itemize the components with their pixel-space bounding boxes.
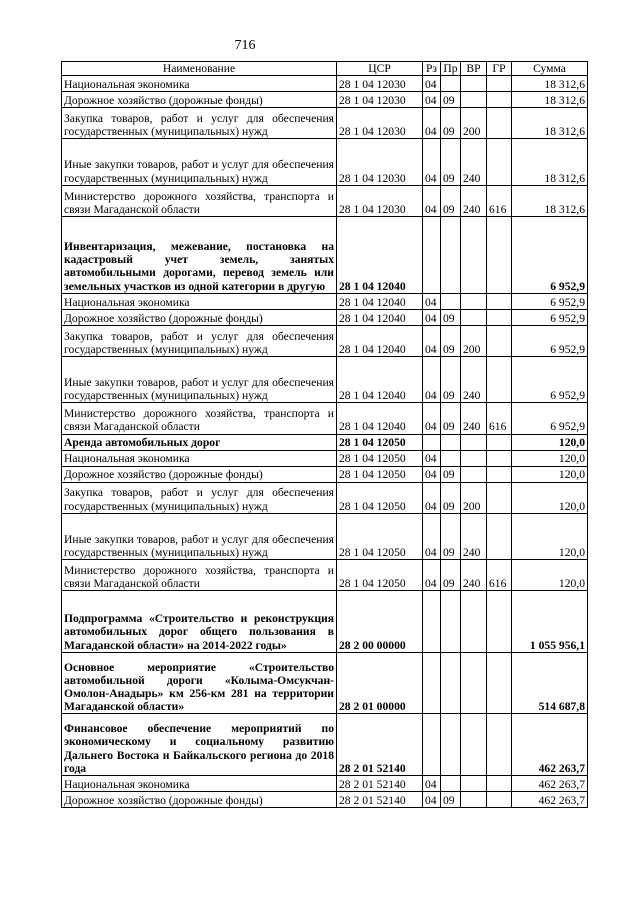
cell-csr: 28 1 04 12030 bbox=[337, 185, 423, 216]
table-row bbox=[62, 325, 588, 356]
cell-gr bbox=[487, 139, 512, 185]
cell-csr: 28 1 04 12050 bbox=[337, 513, 423, 559]
cell-vr bbox=[461, 309, 487, 325]
cell-name: Национальная экономика bbox=[62, 450, 337, 466]
cell-rz: 04 bbox=[423, 792, 441, 808]
cell-sum: 120,0 bbox=[512, 482, 588, 513]
cell-rz: 04 bbox=[423, 92, 441, 108]
cell-pr: 09 bbox=[441, 356, 461, 402]
cell-rz: 04 bbox=[423, 108, 441, 139]
cell-pr: 09 bbox=[441, 139, 461, 185]
cell-csr: 28 1 04 12050 bbox=[337, 466, 423, 482]
table-row bbox=[62, 513, 588, 559]
table-body bbox=[62, 76, 588, 808]
cell-rz: 04 bbox=[423, 139, 441, 185]
header-sum: Сумма bbox=[512, 62, 588, 76]
table-row bbox=[62, 560, 588, 591]
cell-vr bbox=[461, 293, 487, 309]
header-name: Наименование bbox=[62, 62, 337, 76]
cell-csr: 28 2 01 52140 bbox=[337, 714, 423, 776]
cell-vr bbox=[461, 466, 487, 482]
cell-vr: 240 bbox=[461, 403, 487, 434]
cell-name: Дорожное хозяйство (дорожные фонды) bbox=[62, 466, 337, 482]
cell-sum: 6 952,9 bbox=[512, 403, 588, 434]
table-row bbox=[62, 76, 588, 92]
cell-sum: 120,0 bbox=[512, 434, 588, 450]
cell-rz: 04 bbox=[423, 776, 441, 792]
cell-gr bbox=[487, 652, 512, 714]
cell-name: Инвентаризация, межевание, постановка на кадастровый учет земель, занятых автомобильными дорогами, перевод земель или земельных участков из одной категории в другую bbox=[62, 216, 337, 293]
table-row bbox=[62, 356, 588, 402]
cell-vr bbox=[461, 652, 487, 714]
cell-name: Национальная экономика bbox=[62, 293, 337, 309]
table-row bbox=[62, 309, 588, 325]
cell-vr: 240 bbox=[461, 513, 487, 559]
cell-sum: 462 263,7 bbox=[512, 776, 588, 792]
table-row bbox=[62, 714, 588, 776]
cell-gr bbox=[487, 434, 512, 450]
cell-name: Министерство дорожного хозяйства, транспорта и связи Магаданской области bbox=[62, 560, 337, 591]
cell-pr bbox=[441, 652, 461, 714]
cell-csr: 28 1 04 12030 bbox=[337, 92, 423, 108]
header-gr: ГР bbox=[487, 62, 512, 76]
cell-gr: 616 bbox=[487, 560, 512, 591]
cell-csr: 28 2 01 52140 bbox=[337, 776, 423, 792]
cell-name: Иные закупки товаров, работ и услуг для обеспечения государственных (муниципальных) нужд bbox=[62, 513, 337, 559]
cell-sum: 6 952,9 bbox=[512, 325, 588, 356]
cell-sum: 120,0 bbox=[512, 560, 588, 591]
cell-name: Основное мероприятие «Строительство автомобильной дороги «Колыма-Омсукчан-Омолон-Анадырь» км 256-км 281 на территории Магаданской области» bbox=[62, 652, 337, 714]
cell-name: Закупка товаров, работ и услуг для обеспечения государственных (муниципальных) нужд bbox=[62, 325, 337, 356]
cell-csr: 28 1 04 12040 bbox=[337, 325, 423, 356]
cell-rz: 04 bbox=[423, 403, 441, 434]
cell-pr bbox=[441, 714, 461, 776]
cell-gr bbox=[487, 482, 512, 513]
cell-sum: 120,0 bbox=[512, 513, 588, 559]
cell-rz: 04 bbox=[423, 482, 441, 513]
table-row bbox=[62, 482, 588, 513]
cell-csr: 28 1 04 12040 bbox=[337, 403, 423, 434]
cell-rz: 04 bbox=[423, 466, 441, 482]
cell-pr bbox=[441, 76, 461, 92]
cell-sum: 6 952,9 bbox=[512, 356, 588, 402]
cell-pr: 09 bbox=[441, 92, 461, 108]
table-row bbox=[62, 434, 588, 450]
cell-vr: 200 bbox=[461, 482, 487, 513]
cell-rz: 04 bbox=[423, 356, 441, 402]
cell-gr: 616 bbox=[487, 185, 512, 216]
budget-table bbox=[61, 61, 588, 808]
header-row bbox=[62, 62, 588, 76]
cell-rz: 04 bbox=[423, 76, 441, 92]
cell-csr: 28 1 04 12040 bbox=[337, 356, 423, 402]
cell-vr: 200 bbox=[461, 325, 487, 356]
cell-pr bbox=[441, 216, 461, 293]
cell-gr bbox=[487, 293, 512, 309]
cell-gr bbox=[487, 216, 512, 293]
cell-vr: 240 bbox=[461, 185, 487, 216]
cell-name: Дорожное хозяйство (дорожные фонды) bbox=[62, 309, 337, 325]
cell-name: Закупка товаров, работ и услуг для обеспечения государственных (муниципальных) нужд bbox=[62, 482, 337, 513]
cell-vr bbox=[461, 792, 487, 808]
cell-csr: 28 1 04 12050 bbox=[337, 434, 423, 450]
cell-vr: 200 bbox=[461, 108, 487, 139]
cell-vr: 240 bbox=[461, 356, 487, 402]
cell-sum: 462 263,7 bbox=[512, 714, 588, 776]
cell-pr bbox=[441, 591, 461, 653]
cell-vr bbox=[461, 92, 487, 108]
cell-sum: 18 312,6 bbox=[512, 185, 588, 216]
cell-pr bbox=[441, 776, 461, 792]
cell-name: Дорожное хозяйство (дорожные фонды) bbox=[62, 792, 337, 808]
cell-sum: 462 263,7 bbox=[512, 792, 588, 808]
cell-rz bbox=[423, 216, 441, 293]
cell-pr bbox=[441, 434, 461, 450]
cell-vr: 240 bbox=[461, 139, 487, 185]
table-row bbox=[62, 185, 588, 216]
cell-name: Финансовое обеспечение мероприятий по экономическому и социальному развитию Дальнего Востока и Байкальского региона до 2018 года bbox=[62, 714, 337, 776]
cell-vr: 240 bbox=[461, 560, 487, 591]
cell-csr: 28 1 04 12030 bbox=[337, 76, 423, 92]
cell-csr: 28 2 01 00000 bbox=[337, 652, 423, 714]
table-row bbox=[62, 293, 588, 309]
cell-csr: 28 1 04 12040 bbox=[337, 293, 423, 309]
cell-rz bbox=[423, 652, 441, 714]
cell-pr: 09 bbox=[441, 309, 461, 325]
table-row bbox=[62, 652, 588, 714]
cell-vr bbox=[461, 776, 487, 792]
header-pr: Пр bbox=[441, 62, 461, 76]
cell-vr bbox=[461, 714, 487, 776]
table-row bbox=[62, 466, 588, 482]
table-row bbox=[62, 792, 588, 808]
table-row bbox=[62, 139, 588, 185]
cell-csr: 28 1 04 12040 bbox=[337, 309, 423, 325]
cell-name: Иные закупки товаров, работ и услуг для обеспечения государственных (муниципальных) нужд bbox=[62, 356, 337, 402]
cell-rz bbox=[423, 714, 441, 776]
cell-name: Национальная экономика bbox=[62, 776, 337, 792]
table-row bbox=[62, 108, 588, 139]
cell-sum: 120,0 bbox=[512, 450, 588, 466]
cell-vr bbox=[461, 216, 487, 293]
cell-csr: 28 1 04 12030 bbox=[337, 139, 423, 185]
cell-name: Закупка товаров, работ и услуг для обеспечения государственных (муниципальных) нужд bbox=[62, 108, 337, 139]
cell-gr bbox=[487, 309, 512, 325]
cell-rz: 04 bbox=[423, 309, 441, 325]
table-row bbox=[62, 216, 588, 293]
cell-gr bbox=[487, 792, 512, 808]
cell-csr: 28 1 04 12050 bbox=[337, 482, 423, 513]
cell-sum: 120,0 bbox=[512, 466, 588, 482]
cell-vr bbox=[461, 450, 487, 466]
cell-name: Дорожное хозяйство (дорожные фонды) bbox=[62, 92, 337, 108]
cell-gr bbox=[487, 76, 512, 92]
cell-csr: 28 2 01 52140 bbox=[337, 792, 423, 808]
header-csr: ЦСР bbox=[337, 62, 423, 76]
cell-pr: 09 bbox=[441, 403, 461, 434]
cell-pr: 09 bbox=[441, 185, 461, 216]
cell-csr: 28 1 04 12050 bbox=[337, 450, 423, 466]
cell-rz: 04 bbox=[423, 185, 441, 216]
cell-pr: 09 bbox=[441, 466, 461, 482]
cell-rz: 04 bbox=[423, 293, 441, 309]
cell-sum: 6 952,9 bbox=[512, 216, 588, 293]
cell-gr: 616 bbox=[487, 403, 512, 434]
header-rz: Рз bbox=[423, 62, 441, 76]
table-row bbox=[62, 92, 588, 108]
cell-csr: 28 2 00 00000 bbox=[337, 591, 423, 653]
cell-gr bbox=[487, 776, 512, 792]
cell-sum: 18 312,6 bbox=[512, 108, 588, 139]
cell-gr bbox=[487, 92, 512, 108]
cell-rz: 04 bbox=[423, 513, 441, 559]
table-row bbox=[62, 591, 588, 653]
cell-pr: 09 bbox=[441, 108, 461, 139]
cell-name: Национальная экономика bbox=[62, 76, 337, 92]
cell-sum: 1 055 956,1 bbox=[512, 591, 588, 653]
cell-name: Аренда автомобильных дорог bbox=[62, 434, 337, 450]
cell-gr bbox=[487, 591, 512, 653]
cell-rz: 04 bbox=[423, 325, 441, 356]
cell-pr bbox=[441, 293, 461, 309]
cell-name: Подпрограмма «Строительство и реконструкция автомобильных дорог общего пользования в Магаданской области» на 2014-2022 годы» bbox=[62, 591, 337, 653]
cell-csr: 28 1 04 12030 bbox=[337, 108, 423, 139]
cell-csr: 28 1 04 12050 bbox=[337, 560, 423, 591]
cell-sum: 18 312,6 bbox=[512, 139, 588, 185]
cell-name: Иные закупки товаров, работ и услуг для обеспечения государственных (муниципальных) нужд bbox=[62, 139, 337, 185]
cell-gr bbox=[487, 466, 512, 482]
table-row bbox=[62, 450, 588, 466]
cell-pr: 09 bbox=[441, 482, 461, 513]
cell-pr bbox=[441, 450, 461, 466]
cell-gr bbox=[487, 356, 512, 402]
cell-rz bbox=[423, 591, 441, 653]
cell-gr bbox=[487, 325, 512, 356]
cell-sum: 6 952,9 bbox=[512, 309, 588, 325]
cell-rz: 04 bbox=[423, 450, 441, 466]
cell-sum: 514 687,8 bbox=[512, 652, 588, 714]
cell-name: Министерство дорожного хозяйства, транспорта и связи Магаданской области bbox=[62, 403, 337, 434]
cell-gr bbox=[487, 513, 512, 559]
cell-name: Министерство дорожного хозяйства, транспорта и связи Магаданской области bbox=[62, 185, 337, 216]
cell-gr bbox=[487, 450, 512, 466]
cell-gr bbox=[487, 714, 512, 776]
cell-vr bbox=[461, 76, 487, 92]
page-number: 716 bbox=[234, 38, 256, 53]
cell-vr bbox=[461, 591, 487, 653]
cell-pr: 09 bbox=[441, 792, 461, 808]
cell-pr: 09 bbox=[441, 560, 461, 591]
cell-csr: 28 1 04 12040 bbox=[337, 216, 423, 293]
cell-pr: 09 bbox=[441, 325, 461, 356]
table-row bbox=[62, 403, 588, 434]
cell-pr: 09 bbox=[441, 513, 461, 559]
cell-sum: 6 952,9 bbox=[512, 293, 588, 309]
cell-rz: 04 bbox=[423, 560, 441, 591]
cell-vr bbox=[461, 434, 487, 450]
cell-sum: 18 312,6 bbox=[512, 76, 588, 92]
table-row bbox=[62, 776, 588, 792]
cell-rz bbox=[423, 434, 441, 450]
header-vr: ВР bbox=[461, 62, 487, 76]
cell-sum: 18 312,6 bbox=[512, 92, 588, 108]
cell-gr bbox=[487, 108, 512, 139]
